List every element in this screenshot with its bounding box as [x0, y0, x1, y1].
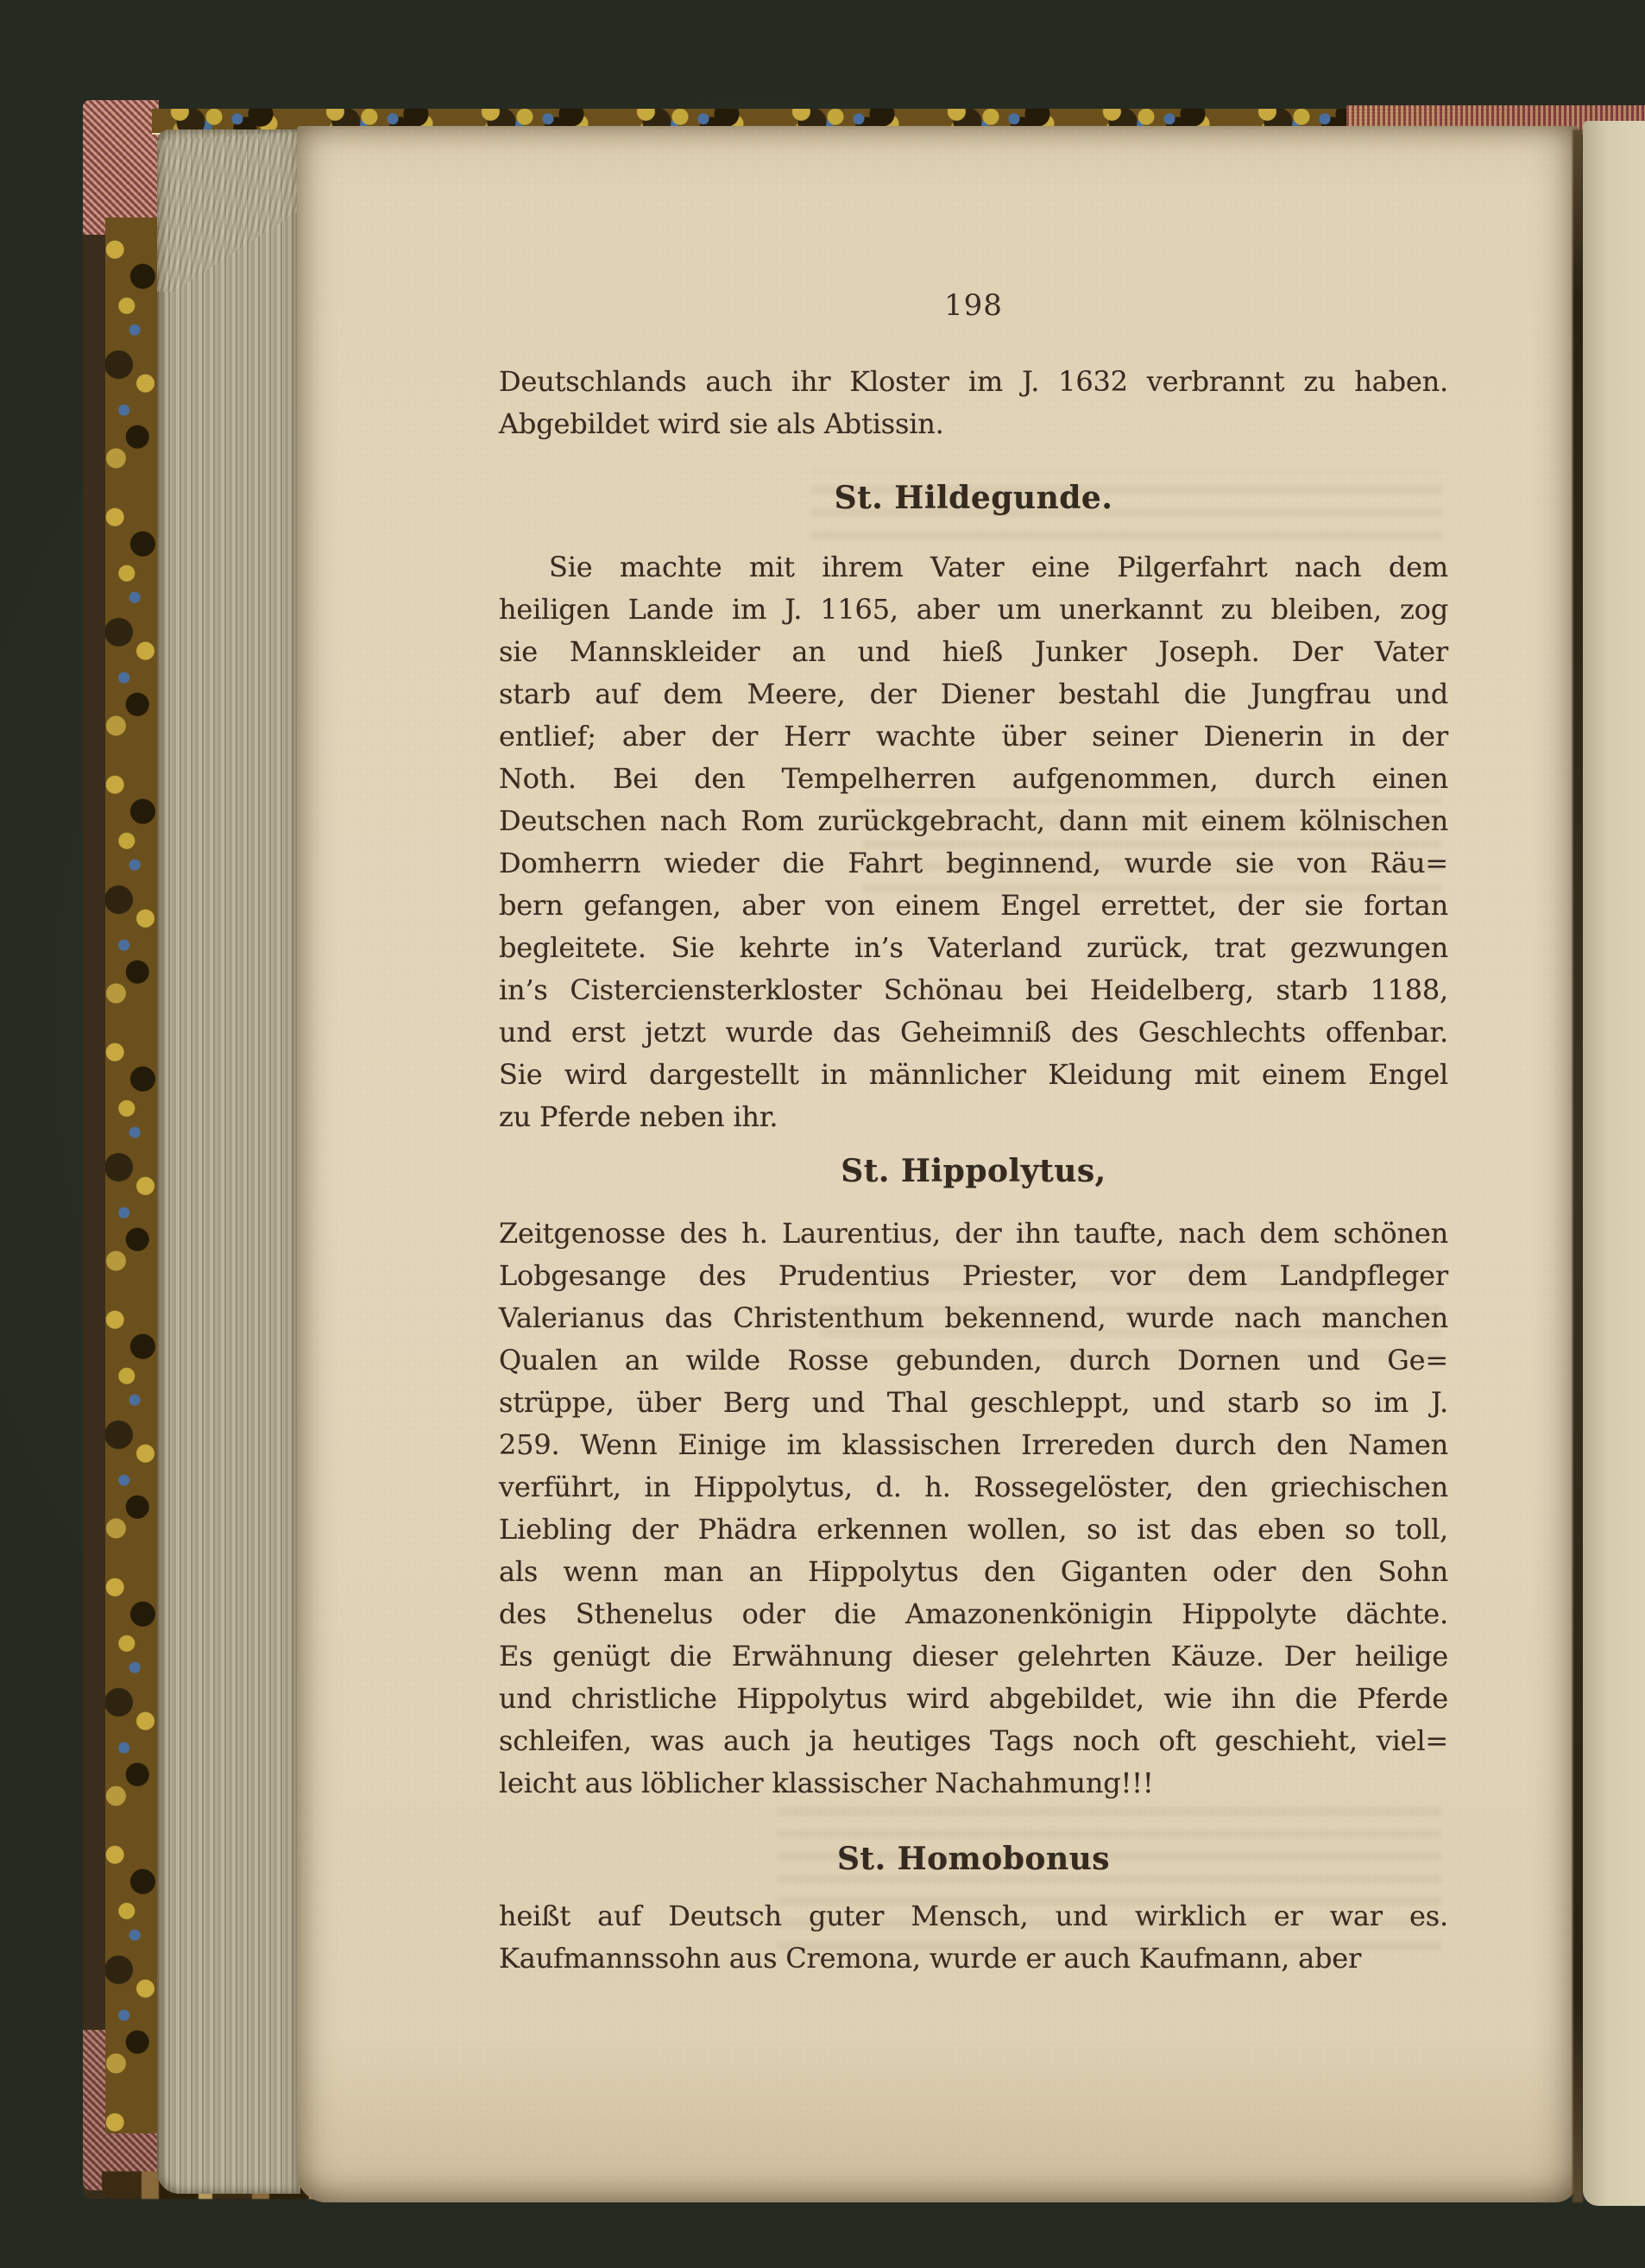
text-line: heißt auf Deutsch guter Mensch, und wirklich er war es.: [499, 1899, 1448, 1932]
text-line: Zeitgenosse des h. Laurentius, der ihn taufte, nach dem schönen: [499, 1217, 1448, 1250]
text-line: Kaufmannssohn aus Cremona, wurde er auch Kaufmann, aber: [499, 1942, 1362, 1975]
facing-page-sliver: [1583, 121, 1645, 2206]
text-line: Qualen an wilde Rosse gebunden, durch Dornen und Ge=: [499, 1344, 1448, 1377]
text-line: Sie wird dargestellt in männlicher Kleidung mit einem Engel: [499, 1058, 1448, 1091]
text-line: Lobgesange des Prudentius Priester, vor dem Landpfleger: [499, 1259, 1448, 1292]
paragraph-hildegunde: [499, 546, 1448, 1138]
text-line: Domherrn wieder die Fahrt beginnend, wurde sie von Räu=: [499, 847, 1448, 879]
text-line: heiligen Lande im J. 1165, aber um unerkannt zu bleiben, zog: [499, 593, 1448, 626]
text-line: in’s Cisterciensterkloster Schönau bei Heidelberg, starb 1188,: [499, 973, 1448, 1006]
text-line: bern gefangen, aber von einem Engel errettet, der sie fortan: [499, 889, 1448, 922]
marbled-cover-left-edge: [105, 217, 161, 2133]
text-line: Noth. Bei den Tempelherren aufgenommen, durch einen: [499, 762, 1448, 795]
text-line: und christliche Hippolytus wird abgebildet, wie ihn die Pferde: [499, 1682, 1448, 1715]
text-line: und erst jetzt wurde das Geheimniß des Geschlechts offenbar.: [499, 1016, 1448, 1049]
text-line: Es genügt die Erwähnung dieser gelehrten Käuze. Der heilige: [499, 1640, 1448, 1673]
section-heading-hildegunde: St. Hildegunde.: [834, 480, 1113, 516]
paragraph-homobonus: [499, 1895, 1448, 1980]
section-heading-homobonus: St. Homobonus: [836, 1841, 1111, 1877]
page-number: 198: [944, 288, 1003, 323]
text-line: leicht aus löblicher klassischer Nachahmung!!!: [499, 1767, 1154, 1799]
text-line: zu Pferde neben ihr.: [499, 1100, 778, 1133]
text-line: begleitete. Sie kehrte in’s Vaterland zurück, trat gezwungen: [499, 931, 1448, 964]
text-line: Deutschlands auch ihr Kloster im J. 1632 verbrannt zu haben.: [499, 365, 1448, 398]
text-line: strüppe, über Berg und Thal geschleppt, und starb so im J.: [499, 1386, 1448, 1419]
book-cover-edge: [83, 100, 107, 2199]
text-line: Abgebildet wird sie als Abtissin.: [499, 407, 944, 440]
text-line: Deutschen nach Rom zurückgebracht, dann mit einem kölnischen: [499, 804, 1448, 837]
text-line: Sie machte mit ihrem Vater eine Pilgerfahrt nach dem: [549, 551, 1448, 583]
text-line: schleifen, was auch ja heutiges Tags noch oft geschieht, viel=: [499, 1724, 1448, 1757]
text-line: starb auf dem Meere, der Diener bestahl die Jungfrau und: [499, 677, 1448, 710]
gutter-shadow: [1573, 129, 1583, 2202]
text-line: als wenn man an Hippolytus den Giganten oder den Sohn: [499, 1555, 1448, 1588]
text-line: verführt, in Hippolytus, d. h. Rossegelöster, den griechischen: [499, 1471, 1448, 1503]
text-line: entlief; aber der Herr wachte über seiner Dienerin in der: [499, 720, 1448, 753]
paragraph-hippolytus: [499, 1213, 1448, 1805]
page-stack-fore-edge: [157, 129, 300, 2194]
paragraph-hedwig-continued: [499, 361, 1448, 445]
text-line: Liebling der Phädra erkennen wollen, so ist das eben so toll,: [499, 1513, 1448, 1546]
cover-corner-fabric-top-left: [83, 100, 159, 235]
section-heading-hippolytus: St. Hippolytus,: [841, 1153, 1106, 1189]
text-line: sie Mannskleider an und hieß Junker Joseph. Der Vater: [499, 635, 1448, 668]
text-line: des Sthenelus oder die Amazonenkönigin Hippolyte dächte.: [499, 1597, 1448, 1630]
text-line: Valerianus das Christenthum bekennend, wurde nach manchen: [499, 1301, 1448, 1334]
text-line: 259. Wenn Einige im klassischen Irrereden durch den Namen: [499, 1428, 1448, 1461]
